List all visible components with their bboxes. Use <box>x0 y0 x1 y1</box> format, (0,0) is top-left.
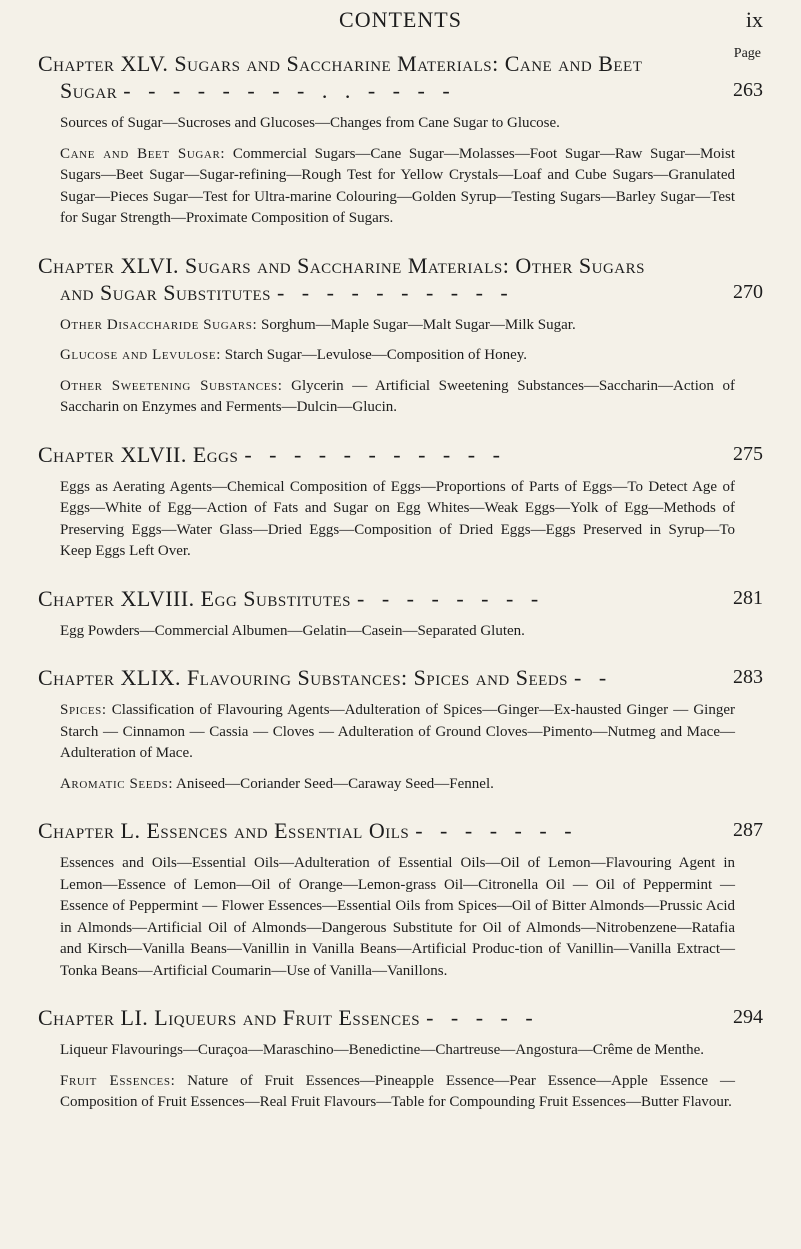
section-heading: Other Sweetening Substances: <box>60 377 283 394</box>
section-heading: Aromatic Seeds: <box>60 775 174 792</box>
dot-leaders: - - - - - - - <box>415 818 578 843</box>
toc-chapter[interactable] <box>38 817 763 982</box>
chapter-title-text: Chapter L. Essences and Essential Oils <box>38 818 410 843</box>
dot-leaders: - - - - - <box>426 1005 539 1030</box>
chapter-heading <box>38 279 763 306</box>
chapter-list <box>38 50 763 1114</box>
chapter-summary <box>60 853 763 982</box>
chapter-summary <box>60 621 763 643</box>
chapter-summary <box>60 144 763 230</box>
section-text: Sorghum—Maple Sugar—Malt Sugar—Milk Sugar. <box>257 316 576 333</box>
chapter-summary <box>60 1071 763 1114</box>
chapter-page-number: 294 <box>733 1006 763 1028</box>
chapter-title <box>60 279 733 306</box>
chapter-summary <box>60 315 763 337</box>
chapter-heading <box>38 817 763 844</box>
chapter-heading <box>38 1004 763 1031</box>
chapter-summary <box>60 477 763 563</box>
chapter-page-number: 263 <box>733 79 763 101</box>
page-title: CONTENTS <box>339 7 462 32</box>
chapter-title-text: Chapter XLVII. Eggs <box>38 441 239 467</box>
toc-chapter[interactable] <box>38 585 763 643</box>
chapter-heading <box>38 664 763 691</box>
toc-chapter[interactable] <box>38 1004 763 1114</box>
section-text: Glycerin — Artificial Sweetening Substances—Saccharin—Action of Saccharin on Enzymes and Ferments—Dulcin—Glucin. <box>60 377 735 415</box>
chapter-title-text: Chapter LI. Liqueurs and Fruit Essences <box>38 1005 421 1030</box>
section-text: Nature of Fruit Essences—Pineapple Essence—Pear Essence—Apple Essence — Composition of Fruit Essences—Real Fruit Flavours—Table for Compounding Fruit Essences—Butter Flavour. <box>60 1072 735 1110</box>
chapter-summary <box>60 774 763 796</box>
chapter-title <box>38 585 733 612</box>
chapter-page-number: 283 <box>733 666 763 688</box>
chapter-summary <box>60 1040 763 1062</box>
section-text: Eggs as Aerating Agents—Chemical Composition of Eggs—Proportions of Parts of Eggs—To Detect Age of Eggs—White of Egg—Action of Fats and Sugar on Egg Whites—Weak Eggs—Yolk of Egg—Methods of Preserving Eggs—Water Glass—Dried Eggs—Composition of Dried Eggs—Eggs Preserved in Syrup—To Keep Eggs Left Over. <box>60 478 735 559</box>
section-heading: Spices: <box>60 702 107 718</box>
dot-leaders: - - - - - - - - - - <box>276 279 514 305</box>
chapter-title <box>38 664 733 691</box>
chapter-summary <box>60 345 763 367</box>
section-text: Liqueur Flavourings—Curaçoa—Maraschino—Benedictine—Chartreuse—Angostura—Crême de Menthe. <box>60 1042 704 1058</box>
chapter-heading <box>38 77 763 104</box>
dot-leaders: - - - - - - - - <box>357 585 545 611</box>
toc-chapter[interactable] <box>38 50 763 230</box>
section-text: Sources of Sugar—Sucroses and Glucoses—Changes from Cane Sugar to Glucose. <box>60 115 560 131</box>
chapter-title <box>60 77 733 104</box>
chapter-summary <box>60 113 763 135</box>
chapter-title-text: Chapter XLVIII. Egg Substitutes <box>38 585 352 611</box>
section-heading: Cane and Beet Sugar: <box>60 145 226 162</box>
toc-chapter[interactable] <box>38 252 763 419</box>
chapter-title <box>38 817 733 844</box>
chapter-title <box>38 441 733 468</box>
toc-chapter[interactable] <box>38 441 763 563</box>
chapter-heading <box>38 585 763 612</box>
section-text: Commercial Sugars—Cane Sugar—Molasses—Foot Sugar—Raw Sugar—Moist Sugars—Beet Sugar—Sugar-refining—Rough Test for Yellow Crystals—Loaf and Cube Sugars—Granulated Sugar—Pieces Sugar—Test for Ultra-marine Colouring—Golden Syrup—Testing Sugars—Barley Sugar—Test for Sugar Strength—Proximate Composition of Sugars. <box>60 145 735 226</box>
section-heading: Fruit Essences: <box>60 1072 176 1089</box>
chapter-page-number: 281 <box>733 586 763 609</box>
chapter-title-line <box>38 50 763 77</box>
dot-leaders: - - - - - - - - . . - - - - <box>123 78 456 103</box>
section-text: Aniseed—Coriander Seed—Caraway Seed—Fennel. <box>173 775 494 792</box>
chapter-page-number: 270 <box>733 280 763 303</box>
chapter-summary <box>60 700 763 765</box>
section-heading: Other Disaccharide Sugars: <box>60 316 258 333</box>
chapter-title <box>38 1004 733 1031</box>
section-text: Starch Sugar—Levulose—Composition of Honey. <box>220 347 528 363</box>
running-head <box>38 0 763 61</box>
chapter-title: Chapter XLVI. Sugars and Saccharine Materials: Other Sugars <box>38 252 645 278</box>
chapter-summary <box>60 376 763 419</box>
chapter-title-text: and Sugar Substitutes <box>60 279 271 305</box>
page-column-label: Page <box>733 46 761 61</box>
section-text: Egg Powders—Commercial Albumen—Gelatin—Casein—Separated Gluten. <box>60 622 525 639</box>
chapter-title-text: Chapter XLIX. Flavouring Substances: Spices and Seeds <box>38 665 568 690</box>
chapter-title: Chapter XLV. Sugars and Saccharine Materials: Cane and Beet <box>38 51 643 76</box>
chapter-title-line <box>38 252 763 279</box>
chapter-page-number: 287 <box>733 819 763 841</box>
section-heading: Glucose and Levulose: <box>60 347 221 363</box>
chapter-heading <box>38 441 763 468</box>
chapter-page-number: 275 <box>733 442 763 465</box>
section-text: Classification of Flavouring Agents—Adulteration of Spices—Ginger—Ex-hausted Ginger — Ginger Starch — Cinnamon — Cassia — Cloves — Adulteration of Ground Cloves—Pimento—Nutmeg and Mace—Adulteration of Mace. <box>60 702 735 761</box>
section-text: Essences and Oils—Essential Oils—Adulteration of Essential Oils—Oil of Lemon—Flavouring Agent in Lemon—Essence of Lemon—Oil of Orange—Lemon-grass Oil—Citronella Oil — Oil of Peppermint — Essence of Peppermint — Flower Essences—Essential Oils from Spices—Oil of Bitter Almonds—Prussic Acid in Almonds—Artificial Oil of Almonds—Dangerous Substitute for Oil of Almonds—Nitrobenzene—Ratafia and Kirsch—Vanilla Beans—Vanillin in Vanilla Beans—Artificial Produc-tion of Vanillin—Vanilla Extract—Tonka Beans—Artificial Coumarin—Use of Vanilla—Vanillons. <box>60 855 735 979</box>
dot-leaders: - - - - - - - - - - - <box>244 441 506 467</box>
toc-chapter[interactable] <box>38 664 763 795</box>
page-number: ix <box>745 7 763 32</box>
dot-leaders: - - <box>574 665 613 690</box>
chapter-title-text: Sugar <box>60 78 118 103</box>
